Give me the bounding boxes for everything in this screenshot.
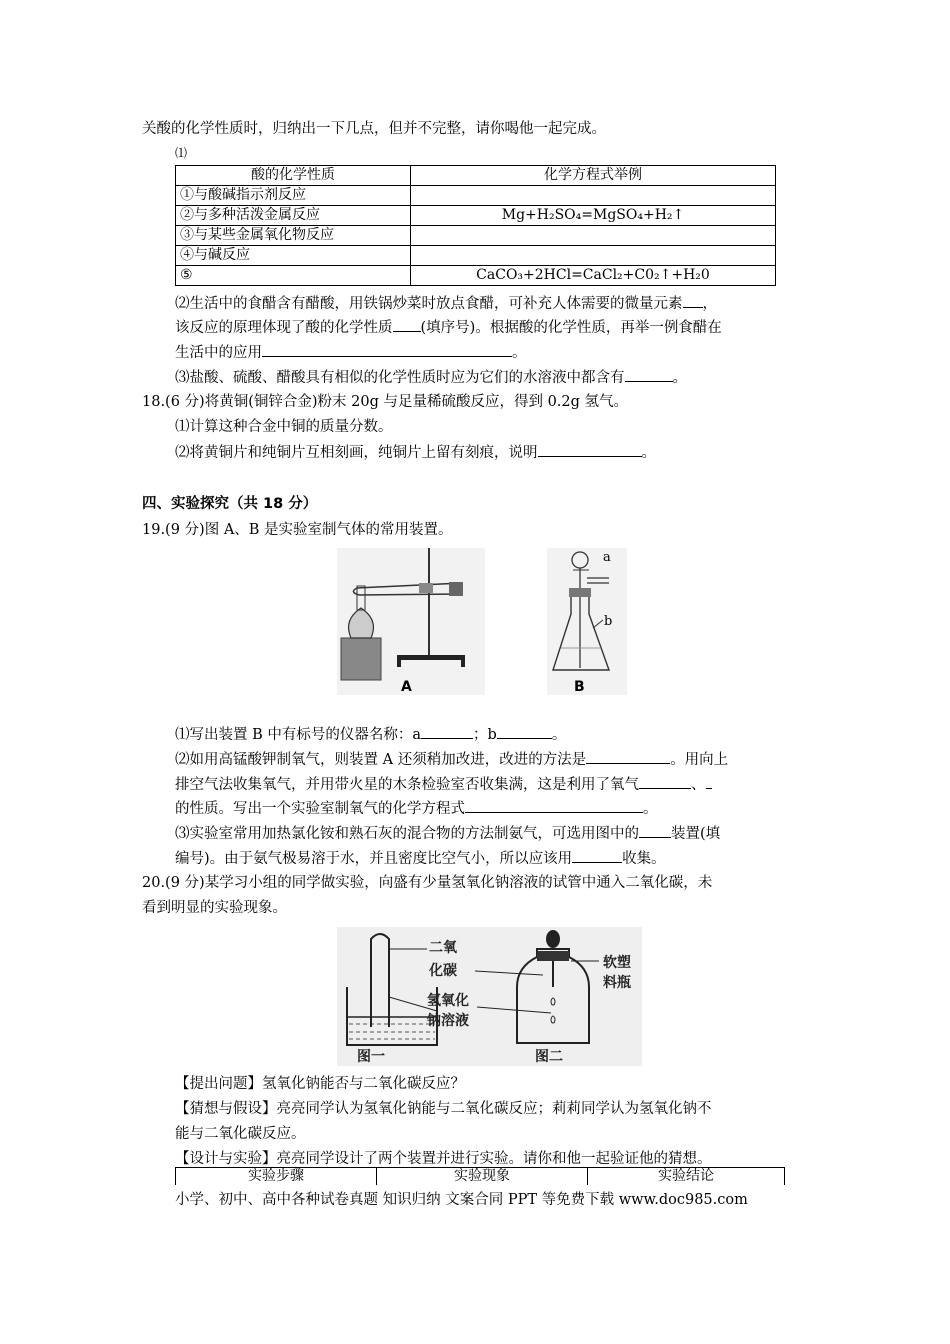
label-naoh-line2: 钠溶液	[427, 1013, 469, 1029]
figure-b-marker-a: a	[603, 550, 611, 565]
q17-part2-line1	[175, 293, 717, 314]
answer-blank[interactable]	[639, 823, 671, 838]
q17-part3-punct: 。	[672, 370, 687, 386]
answer-blank[interactable]	[262, 342, 512, 357]
table-row	[176, 226, 776, 246]
q19-part2-line2	[175, 774, 712, 795]
q19-part2-text: 。用向上	[670, 752, 729, 768]
label-naoh-line1: 氢氧化	[427, 993, 469, 1009]
q19-part1-punct: 。	[551, 727, 567, 743]
apparatus-b-drawing	[547, 548, 627, 695]
figure-b-marker-b: b	[604, 614, 613, 629]
q19-part2-text: 的性质。写出一个实验室制氧气的化学方程式	[175, 801, 465, 817]
q17-part2-punct: ，	[702, 296, 717, 312]
table-cell-equation: Mg+H₂SO₄=MgSO₄+H₂↑	[411, 206, 776, 226]
experiment-table	[175, 1167, 785, 1185]
naoh-co2-drawing	[337, 927, 642, 1066]
q19-part3-text: 编号)。由于氨气极易溶于水，并且密度比空气小，所以应该用	[175, 851, 573, 867]
q20-stem-line2: 看到明显的实验现象。	[142, 900, 287, 916]
table-header: 化学方程式举例	[411, 166, 776, 186]
q19-part2-punct: 。	[643, 801, 658, 817]
q19-part3-text: ⑶实验室常用加热氯化铵和熟石灰的混合物的方法制氨气，可选用图中的	[175, 826, 639, 842]
q19-part1-text: ；b	[473, 727, 497, 743]
q17-part2-punct: 。	[512, 345, 527, 361]
table-header: 实验现象	[377, 1168, 588, 1186]
q18-part2	[175, 442, 656, 463]
label-co2-line2: 化碳	[429, 963, 457, 979]
table-cell-equation	[411, 226, 776, 246]
table-header: 实验步骤	[176, 1168, 377, 1186]
table-cell-property: ②与多种活泼金属反应	[176, 206, 411, 226]
naoh-co2-figure	[337, 927, 642, 1066]
answer-blank[interactable]	[586, 749, 670, 764]
table-header: 实验结论	[588, 1168, 785, 1186]
q17-part1-label: ⑴	[175, 146, 188, 160]
table-header-row	[176, 1168, 785, 1186]
table-header: 酸的化学性质	[176, 166, 411, 186]
q19-part3-text: 收集。	[622, 851, 666, 867]
q19-part3-line2	[175, 848, 666, 869]
label-figure-2: 图二	[535, 1049, 563, 1065]
table-cell-property: ③与某些金属氧化物反应	[176, 226, 411, 246]
q17-part2-text: 该反应的原理体现了酸的化学性质	[175, 320, 393, 336]
q20-stem-line1: 20.(9 分)某学习小组的同学做实验，向盛有少量氢氧化钠溶液的试管中通入二氧化碳，未	[142, 875, 713, 891]
label-figure-1: 图一	[357, 1049, 385, 1065]
answer-blank[interactable]	[683, 293, 703, 308]
q18-part2-text: ⑵将黄铜片和纯铜片互相刻画，纯铜片上留有刻痕，说明	[175, 445, 538, 461]
table-cell-equation	[411, 186, 776, 206]
figure-b-label: B	[574, 679, 585, 695]
label-co2-line1: 二氧	[429, 940, 457, 956]
q18-stem: 18.(6 分)将黄铜(铜锌合金)粉末 20g 与足量稀硫酸反应，得到 0.2g 氢气。	[142, 394, 629, 410]
section-heading: 四、实验探究（共 18 分）	[142, 496, 318, 512]
table-row	[176, 266, 776, 286]
q17-part2-text: 生活中的应用	[175, 345, 262, 361]
table-cell-equation	[411, 246, 776, 266]
q17-part3-text: ⑶盐酸、硫酸、醋酸具有相似的化学性质时应为它们的水溶液中都含有	[175, 370, 625, 386]
q17-part2-text: ⑵生活中的食醋含有醋酸，用铁锅炒菜时放点食醋，可补充人体需要的微量元素	[175, 296, 683, 312]
apparatus-b-figure	[547, 548, 627, 695]
figure-a-label: A	[401, 679, 412, 695]
q20-hypothesis-line2: 能与二氧化碳反应。	[175, 1126, 306, 1142]
table-cell-property: ④与碱反应	[176, 246, 411, 266]
q18-part1: ⑴计算这种合金中铜的质量分数。	[175, 419, 393, 435]
apparatus-a-figure	[337, 548, 485, 695]
q19-part1	[175, 724, 566, 745]
q19-part2-text: ⑵如用高锰酸钾制氧气，则装置 A 还须稍加改进，改进的方法是	[175, 752, 587, 768]
q19-part2-line1	[175, 749, 728, 770]
answer-blank[interactable]	[572, 848, 622, 863]
table-row	[176, 246, 776, 266]
answer-blank[interactable]	[639, 774, 691, 789]
answer-blank[interactable]	[625, 367, 673, 382]
q19-part3-text: 装置(填	[671, 826, 721, 842]
q19-stem: 19.(9 分)图 A、B 是实验室制气体的常用装置。	[142, 522, 453, 538]
answer-blank[interactable]	[538, 442, 642, 457]
answer-blank[interactable]	[465, 798, 643, 813]
answer-blank[interactable]	[706, 774, 712, 789]
q19-part2-text: 排空气法收集氧气，并用带火星的木条检验室否收集满，这是利用了氧气	[175, 777, 639, 793]
acid-properties-table	[175, 165, 776, 286]
table-cell-property: ①与酸碱指示剂反应	[176, 186, 411, 206]
q17-part2-text: (填序号)。根据酸的化学性质，再举一例食醋在	[420, 320, 722, 336]
intro-text: 关酸的化学性质时，归纳出一下几点，但并不完整，请你喝他一起完成。	[142, 121, 606, 137]
q19-part1-text: ⑴写出装置 B 中有标号的仪器名称：a	[175, 727, 422, 743]
q20-question: 【提出问题】氢氧化钠能否与二氧化碳反应？	[175, 1076, 465, 1092]
q20-hypothesis-line1: 【猜想与假设】亮亮同学认为氢氧化钠能与二氧化碳反应；莉莉同学认为氢氧化钠不	[175, 1101, 712, 1117]
apparatus-a-drawing	[337, 548, 485, 695]
q17-part2-line2	[175, 317, 722, 338]
table-row	[176, 206, 776, 226]
table-cell-property: ⑤	[176, 266, 411, 286]
answer-blank[interactable]	[421, 724, 473, 739]
q18-part2-punct: 。	[641, 445, 656, 461]
q19-part2-line3	[175, 798, 658, 819]
q19-part3-line1	[175, 823, 720, 844]
table-cell-equation: CaCO₃+2HCl=CaCl₂+C0₂↑+H₂0	[411, 266, 776, 286]
q19-part2-text: 、	[691, 777, 706, 793]
q17-part2-line3	[175, 342, 527, 363]
q20-design: 【设计与实验】亮亮同学设计了两个装置并进行实验。请你和他一起验证他的猜想。	[175, 1151, 712, 1167]
page-footer: 小学、初中、高中各种试卷真题 知识归纳 文案合同 PPT 等免费下载 www.doc985.com	[175, 1192, 748, 1208]
q17-part3	[175, 367, 687, 388]
label-bottle-line2: 料瓶	[603, 975, 631, 991]
answer-blank[interactable]	[497, 724, 552, 739]
table-header-row	[176, 166, 776, 186]
table-row	[176, 186, 776, 206]
answer-blank[interactable]	[393, 317, 421, 332]
label-bottle-line1: 软塑	[603, 955, 631, 971]
